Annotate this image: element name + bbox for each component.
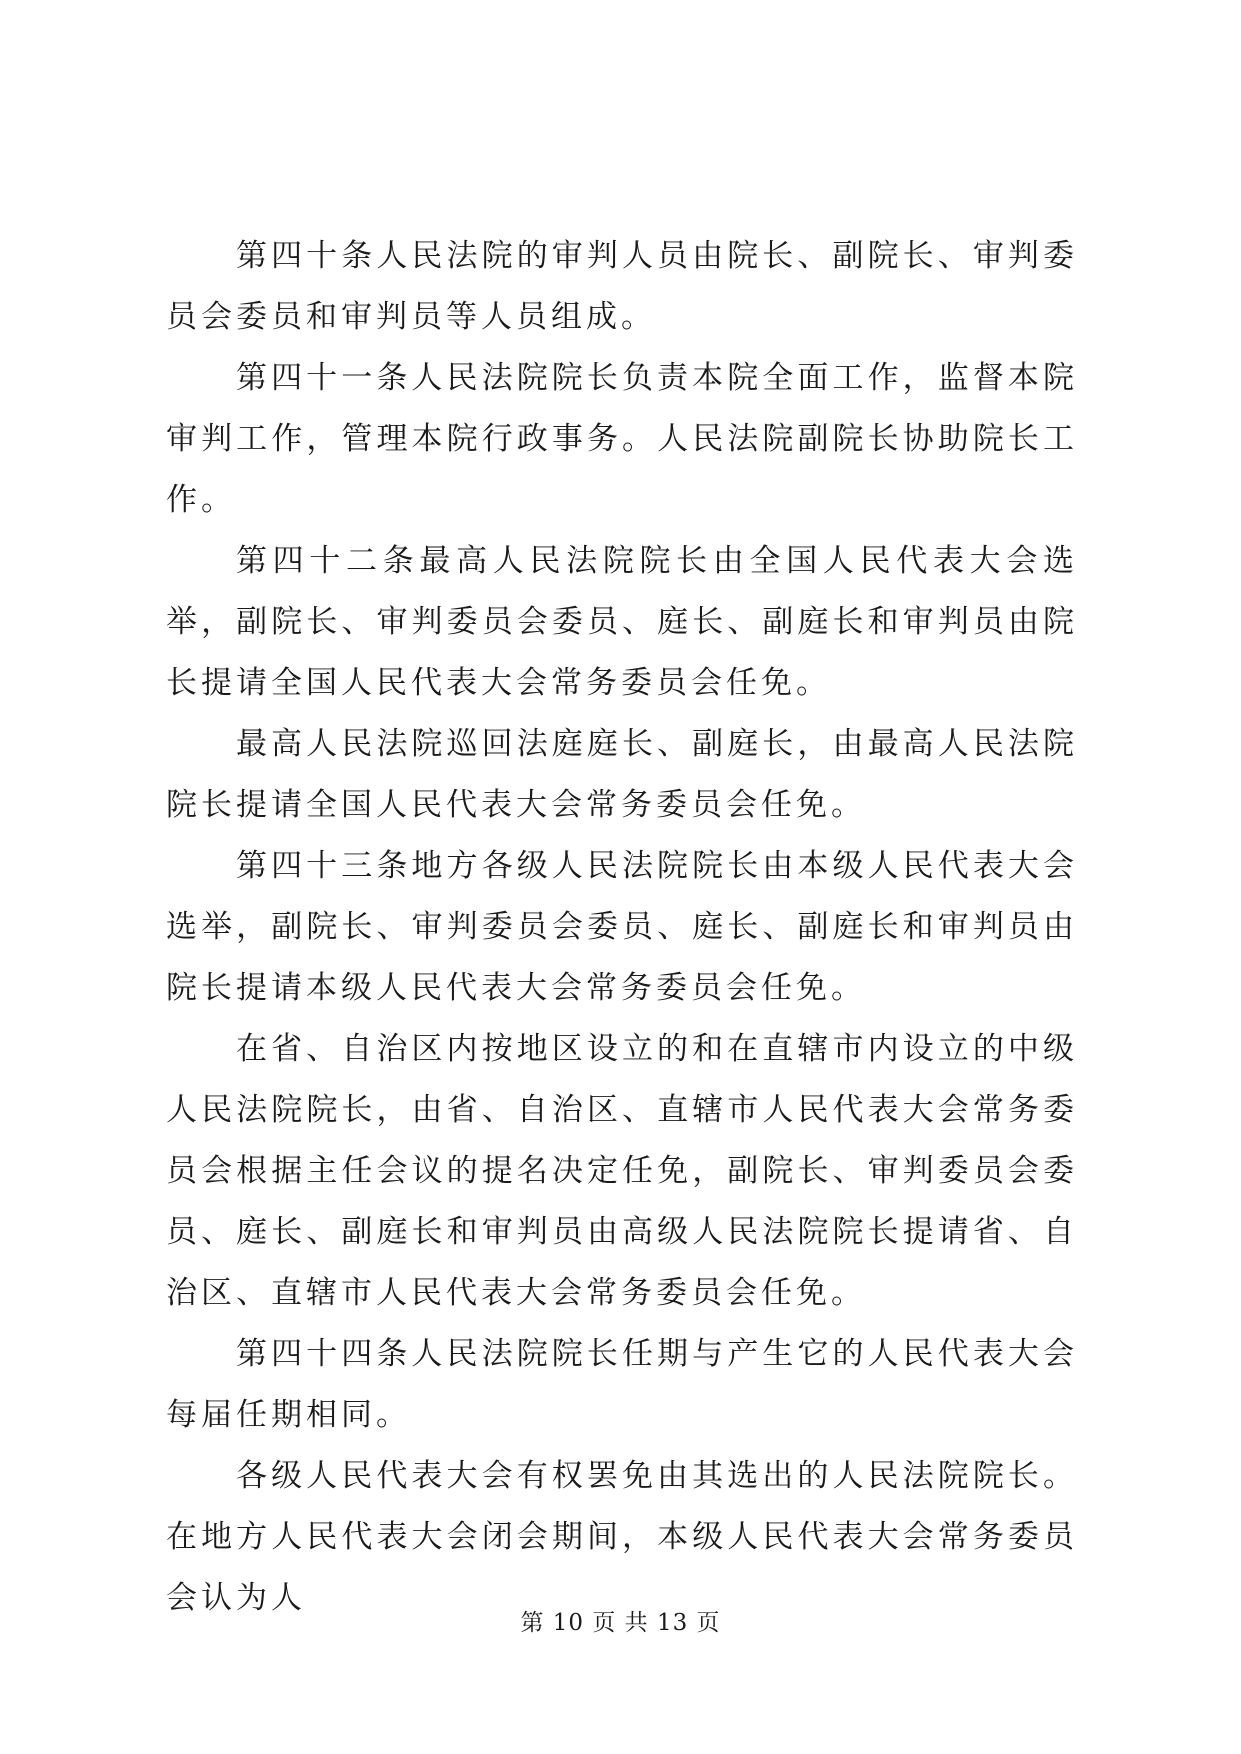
paragraph-article-42: 第四十二条最高人民法院院长由全国人民代表大会选举，副院长、审判委员会委员、庭长、副庭长和审判员由院长提请全国人民代表大会常务委员会任免。 [166, 543, 1078, 701]
paragraph-article-41: 第四十一条人民法院院长负责本院全面工作，监督本院审判工作，管理本院行政事务。人民法院副院长协助院长工作。 [166, 360, 1078, 518]
paragraph-article-44: 第四十四条人民法院院长任期与产生它的人民代表大会每届任期相同。 [166, 1336, 1078, 1433]
paragraph-circuit-court: 最高人民法院巡回法庭庭长、副庭长，由最高人民法院院长提请全国人民代表大会常务委员会任免。 [166, 726, 1078, 823]
paragraph-intermediate-court: 在省、自治区内按地区设立的和在直辖市内设立的中级人民法院院长，由省、自治区、直辖市人民代表大会常务委员会根据主任会议的提名决定任免，副院长、审判委员会委员、庭长、副庭长和审判员由高级人民法院院长提请省、自治区、直辖市人民代表大会常务委员会任免。 [166, 1031, 1078, 1311]
paragraph-removal: 各级人民代表大会有权罢免由其选出的人民法院院长。在地方人民代表大会闭会期间，本级人民代表大会常务委员会认为人 [166, 1458, 1078, 1616]
document-body [166, 226, 1078, 1629]
paragraph-article-43: 第四十三条地方各级人民法院院长由本级人民代表大会选举，副院长、审判委员会委员、庭长、副庭长和审判员由院长提请本级人民代表大会常务委员会任免。 [166, 848, 1078, 1006]
page-number-footer: 第 10 页 共 13 页 [520, 1610, 721, 1636]
paragraph-article-40: 第四十条人民法院的审判人员由院长、副院长、审判委员会委员和审判员等人员组成。 [166, 238, 1078, 335]
